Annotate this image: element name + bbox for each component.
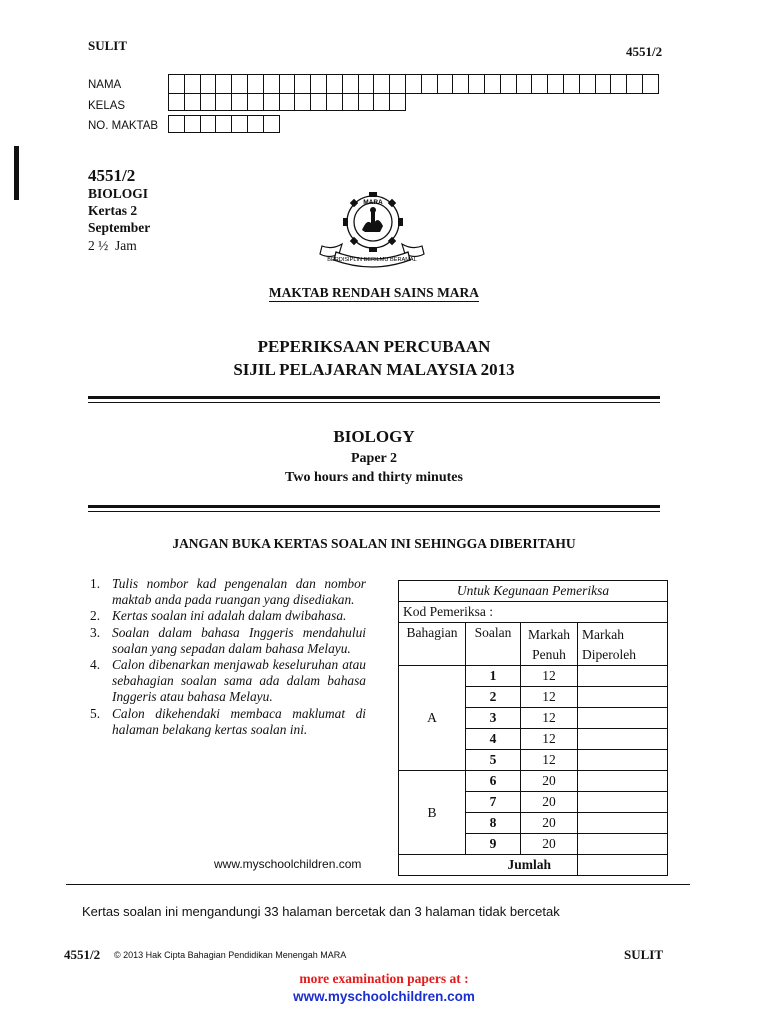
scan-mark [14, 146, 19, 200]
instruction-item: 2. Kertas soalan ini adalah dalam dwibahasa. [90, 608, 347, 624]
mara-logo [316, 186, 428, 270]
kertas-label: Kertas 2 [88, 203, 138, 218]
nama-boxes[interactable] [168, 74, 659, 94]
instruction-item: 5. Calon dikehendaki membaca maklumat di halaman belakang kertas soalan ini. [90, 705, 366, 737]
character-box[interactable] [185, 74, 201, 94]
character-box[interactable] [611, 74, 627, 94]
character-box[interactable] [596, 74, 612, 94]
header-bahagian: Bahagian [399, 623, 466, 666]
character-box[interactable] [295, 93, 311, 111]
instruction-item: 4. Calon dibenarkan menjawab keseluruhan atau sebahagian soalan sama ada dalam bahasa Inggeris atau bahasa Melayu. [90, 657, 366, 705]
marks-obtained-cell[interactable] [578, 729, 668, 750]
sulit-top-left: SULIT [88, 38, 128, 53]
character-box[interactable] [248, 74, 264, 94]
header-soalan: Soalan [466, 623, 521, 666]
double-rule-top-thick [88, 396, 660, 399]
character-box[interactable] [643, 74, 659, 94]
double-rule-top-thin [88, 402, 660, 403]
character-box[interactable] [517, 74, 533, 94]
instruction-item: 3. Soalan dalam bahasa Inggeris mendahului soalan yang sepadan dalam bahasa Melayu. [90, 624, 366, 656]
marks-obtained-cell[interactable] [578, 708, 668, 729]
character-box[interactable] [264, 93, 280, 111]
character-box[interactable] [469, 74, 485, 94]
more-papers-text: more examination papers at : [299, 971, 469, 986]
header-markah-penuh: Markah Penuh [521, 623, 578, 666]
paper-code-top-right: 4551/2 [626, 44, 663, 59]
jumlah-label: Jumlah [399, 855, 578, 876]
character-box[interactable] [169, 115, 185, 133]
double-rule-bottom-thick [88, 505, 660, 508]
section-b-label: B [399, 771, 466, 855]
character-box[interactable] [327, 93, 343, 111]
marks-obtained-cell[interactable] [578, 792, 668, 813]
table-row: 3 12 [399, 708, 668, 729]
character-box[interactable] [501, 74, 517, 94]
character-box[interactable] [343, 93, 359, 111]
kelas-boxes[interactable] [168, 93, 406, 111]
month-label: September [88, 220, 151, 235]
character-box[interactable] [485, 74, 501, 94]
institution-text: MAKTAB RENDAH SAINS MARA [268, 285, 480, 300]
character-box[interactable] [216, 74, 232, 94]
double-rule-bottom-thin [88, 511, 660, 512]
character-box[interactable] [248, 93, 264, 111]
marks-obtained-cell[interactable] [578, 750, 668, 771]
character-box[interactable] [374, 93, 390, 111]
exam-title-2: SIJIL PELAJARAN MALAYSIA 2013 [233, 360, 515, 379]
character-box[interactable] [264, 74, 280, 94]
table-row: 7 20 [399, 792, 668, 813]
character-box[interactable] [216, 93, 232, 111]
character-box[interactable] [359, 93, 375, 111]
table-row: 4 12 [399, 729, 668, 750]
instruction-item: 1. Tulis nombor kad pengenalan dan nombor maktab anda pada ruangan yang disediakan. [90, 576, 366, 608]
character-box[interactable] [532, 74, 548, 94]
character-box[interactable] [580, 74, 596, 94]
examiner-table [398, 580, 668, 876]
character-box[interactable] [185, 115, 201, 133]
header-markah-diperoleh: Markah Diperoleh [578, 623, 668, 666]
table-row: 2 12 [399, 687, 668, 708]
character-box[interactable] [201, 93, 217, 111]
subject-malay: BIOLOGI [88, 186, 149, 201]
character-box[interactable] [185, 93, 201, 111]
character-box[interactable] [359, 74, 375, 94]
footer-paper-code: 4551/2 [64, 947, 101, 962]
character-box[interactable] [627, 74, 643, 94]
character-box[interactable] [248, 115, 264, 133]
character-box[interactable] [311, 74, 327, 94]
nama-label: NAMA [88, 79, 122, 91]
character-box[interactable] [438, 74, 454, 94]
no-maktab-label: NO. MAKTAB [88, 120, 159, 132]
website-small: www.myschoolchildren.com [214, 857, 362, 871]
character-box[interactable] [374, 74, 390, 94]
duration-english: Two hours and thirty minutes [285, 470, 463, 485]
instructions-list [88, 576, 366, 738]
marks-obtained-cell[interactable] [578, 666, 668, 687]
character-box[interactable] [169, 74, 185, 94]
character-box[interactable] [169, 93, 185, 111]
character-box[interactable] [201, 74, 217, 94]
character-box[interactable] [327, 74, 343, 94]
footer-sulit: SULIT [624, 947, 664, 962]
kelas-label: KELAS [88, 100, 126, 112]
marks-obtained-cell[interactable] [578, 687, 668, 708]
table-row: 8 20 [399, 813, 668, 834]
paper-english: Paper 2 [350, 451, 397, 466]
character-box[interactable] [232, 93, 248, 111]
table-row: A 1 12 [399, 666, 668, 687]
character-box[interactable] [232, 115, 248, 133]
no-maktab-boxes[interactable] [168, 115, 280, 133]
duration-malay: 2 ½ Jam [88, 238, 137, 253]
character-box[interactable] [216, 115, 232, 133]
section-a-label: A [399, 666, 466, 771]
jumlah-cell[interactable] [578, 855, 668, 876]
character-box[interactable] [280, 93, 296, 111]
marks-obtained-cell[interactable] [578, 771, 668, 792]
marks-obtained-cell[interactable] [578, 834, 668, 855]
character-box[interactable] [453, 74, 469, 94]
institution-name [88, 285, 660, 301]
do-not-open-warning: JANGAN BUKA KERTAS SOALAN INI SEHINGGA DIBERITAHU [172, 536, 576, 551]
separator-line [66, 884, 690, 885]
character-box[interactable] [548, 74, 564, 94]
character-box[interactable] [280, 74, 296, 94]
logo-motto: BERDISIPLIN BERILMU BERAMAL [327, 257, 417, 263]
logo-top-text: MARA [363, 199, 383, 206]
page-count-note: Kertas soalan ini mengandungi 33 halaman bercetak dan 3 halaman tidak bercetak [82, 904, 560, 919]
character-box[interactable] [406, 74, 422, 94]
character-box[interactable] [264, 115, 280, 133]
table-title: Untuk Kegunaan Pemeriksa [399, 581, 668, 602]
kod-pemeriksa: Kod Pemeriksa : [399, 602, 668, 623]
more-papers-link[interactable]: www.myschoolchildren.com [293, 989, 475, 1004]
character-box[interactable] [343, 74, 359, 94]
character-box[interactable] [422, 74, 438, 94]
character-box[interactable] [295, 74, 311, 94]
table-row: 5 12 [399, 750, 668, 771]
subject-english: BIOLOGY [333, 427, 415, 446]
character-box[interactable] [311, 93, 327, 111]
table-row: B 6 20 [399, 771, 668, 792]
character-box[interactable] [564, 74, 580, 94]
footer-copyright: © 2013 Hak Cipta Bahagian Pendidikan Menengah MARA [114, 950, 347, 960]
character-box[interactable] [232, 74, 248, 94]
paper-code: 4551/2 [88, 166, 136, 185]
character-box[interactable] [390, 74, 406, 94]
exam-title-1: PEPERIKSAAN PERCUBAAN [257, 337, 491, 356]
character-box[interactable] [390, 93, 406, 111]
marks-obtained-cell[interactable] [578, 813, 668, 834]
table-row: 9 20 [399, 834, 668, 855]
character-box[interactable] [201, 115, 217, 133]
